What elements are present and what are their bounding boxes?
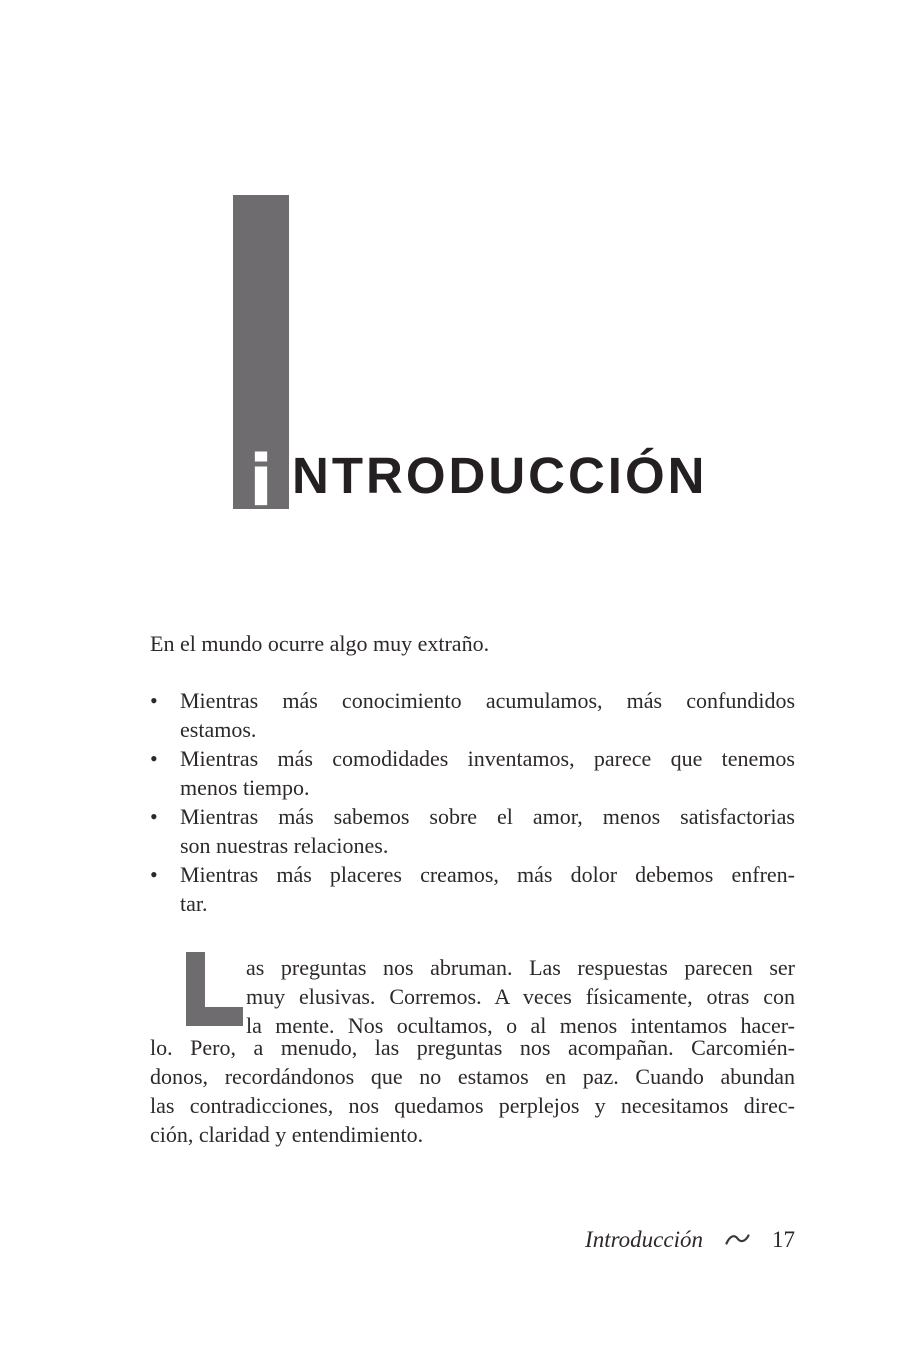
bullet-marker-icon: • [150, 688, 158, 713]
bullet-text [180, 686, 795, 744]
bullet-marker-icon: • [150, 746, 158, 771]
text-line: donos, recordándonos que no estamos en paz. Cuando abundan [150, 1064, 795, 1089]
bullet-list [150, 686, 795, 918]
text-line: la mente. Nos ocultamos, o al menos intentamos hacer- [246, 1013, 795, 1038]
text-line: Mientras más comodidades inventamos, parece que tenemos [180, 746, 795, 771]
list-item [150, 802, 795, 860]
text-line: son nuestras relaciones. [180, 833, 389, 858]
list-item [150, 744, 795, 802]
opening-paragraph-indented [246, 953, 795, 1040]
text-line: ción, claridad y entendimiento. [150, 1122, 424, 1147]
opening-paragraph-full [150, 1033, 795, 1149]
text-line: menos tiempo. [180, 775, 310, 800]
drop-cap-letter-L [186, 952, 243, 1026]
bullet-marker-icon: • [150, 862, 158, 887]
chapter-initial-letter: i [249, 440, 273, 522]
text-line: muy elusivas. Corremos. A veces físicamente, otras con [246, 984, 795, 1009]
text-line: estamos. [180, 717, 257, 742]
text-line: Mientras más placeres creamos, más dolor debemos enfren- [180, 862, 795, 887]
intro-sentence: En el mundo ocurre algo muy extraño. [150, 631, 490, 656]
bullet-text [180, 744, 795, 802]
text-line: as preguntas nos abruman. Las respuestas parecen ser [246, 955, 795, 980]
bullet-text [180, 860, 795, 918]
text-line: tar. [180, 891, 208, 916]
drop-cap-foot [186, 1007, 243, 1026]
text-line: Mientras más sabemos sobre el amor, menos satisfactorias [180, 804, 795, 829]
bullet-marker-icon: • [150, 804, 158, 829]
bullet-text [180, 802, 795, 860]
list-item [150, 860, 795, 918]
running-section-title: Introducción [585, 1227, 703, 1252]
page-footer [585, 1225, 795, 1254]
page-number: 17 [772, 1227, 795, 1252]
vine-ornament-icon [724, 1232, 751, 1247]
text-line: las contradicciones, nos quedamos perplejos y necesitamos direc- [150, 1093, 795, 1118]
text-line: lo. Pero, a menudo, las preguntas nos acompañan. Carcomién- [150, 1035, 795, 1060]
list-item [150, 686, 795, 744]
chapter-title: NTRODUCCIÓN [292, 447, 708, 504]
chapter-initial-bar [233, 195, 289, 522]
text-line: Mientras más conocimiento acumulamos, más confundidos [180, 688, 795, 713]
